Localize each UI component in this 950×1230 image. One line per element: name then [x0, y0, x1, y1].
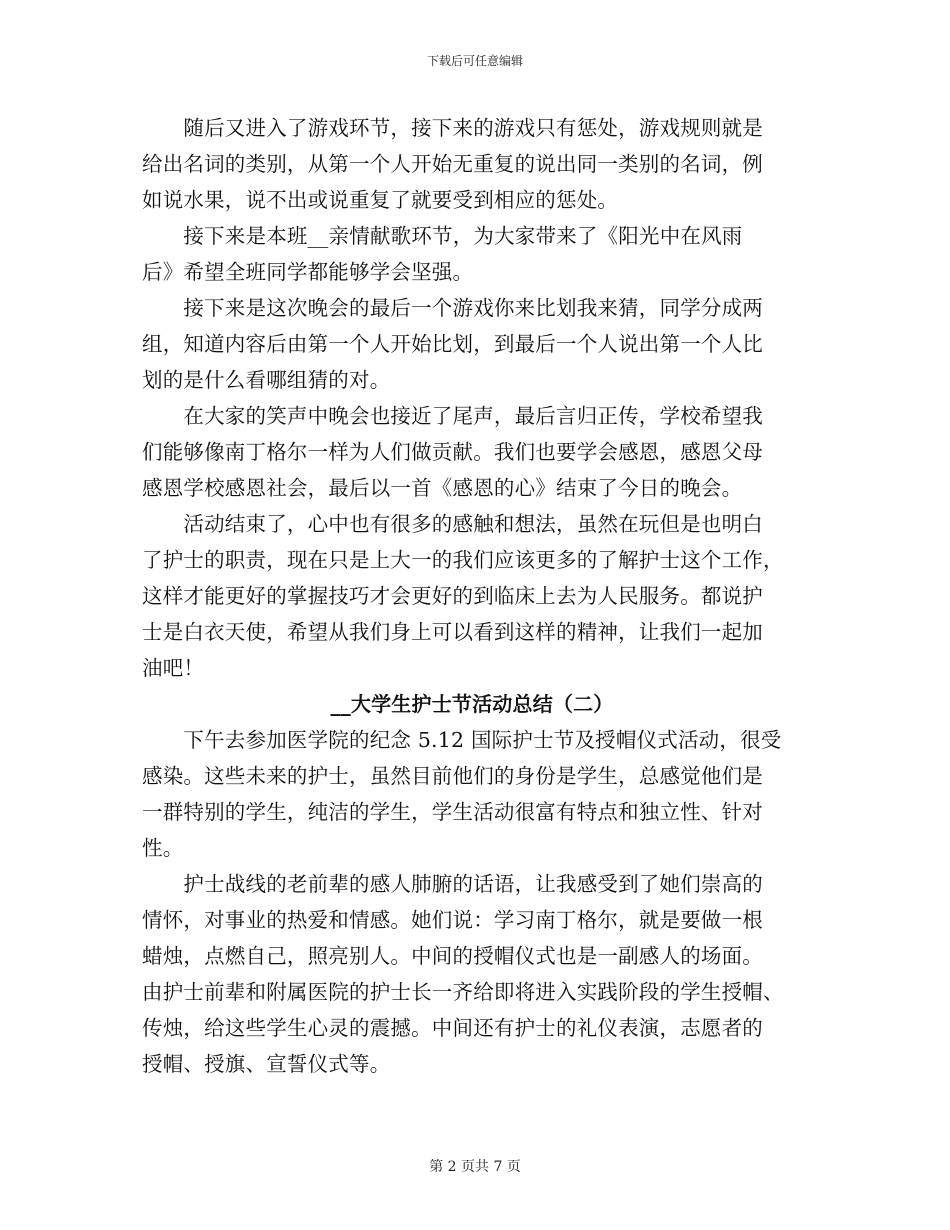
text-line: 在大家的笑声中晚会也接近了尾声，最后言归正传，学校希望我 [142, 404, 763, 428]
text-line: 接下来是这次晚会的最后一个游戏你来比划我来猜，同学分成两 [142, 296, 763, 320]
document-body [142, 110, 802, 1082]
text-line: 下午去参加医学院的纪念 5.12 国际护士节及授帽仪式活动，很受 [142, 728, 782, 752]
section-heading: __大学生护士节活动总结（二） [330, 692, 614, 716]
text-line: 活动结束了，心中也有很多的感触和想法，虽然在玩但是也明白 [142, 512, 763, 536]
text-line: 了护士的职责，现在只是上大一的我们应该更多的了解护士这个工作， [142, 548, 784, 572]
text-line: 接下来是本班__亲情献歌环节，为大家带来了《阳光中在风雨 [142, 224, 743, 248]
page-number-footer: 第 2 页共 7 页 [429, 1159, 521, 1175]
text-line: 蜡烛，点燃自己，照亮别人。中间的授帽仪式也是一副感人的场面。 [142, 944, 763, 968]
text-line: 传烛，给这些学生心灵的震撼。中间还有护士的礼仪表演，志愿者的 [142, 1016, 763, 1040]
text-line: 划的是什么看哪组猜的对。 [142, 368, 391, 392]
text-line: 一群特别的学生，纯洁的学生，学生活动很富有特点和独立性、针对 [142, 800, 763, 824]
text-line: 们能够像南丁格尔一样为人们做贡献。我们也要学会感恩，感恩父母 [142, 440, 763, 464]
text-line: 士是白衣天使，希望从我们身上可以看到这样的精神，让我们一起加 [142, 620, 763, 644]
text-line: 授帽、授旗、宣誓仪式等。 [142, 1052, 391, 1076]
text-line: 随后又进入了游戏环节，接下来的游戏只有惩处，游戏规则就是 [142, 116, 763, 140]
text-line: 由护士前辈和附属医院的护士长一齐给即将进入实践阶段的学生授帽、 [142, 980, 784, 1004]
text-line: 油吧！ [142, 656, 205, 680]
text-line: 感染。这些未来的护士，虽然目前他们的身份是学生，总感觉他们是 [142, 764, 763, 788]
text-line: 感恩学校感恩社会，最后以一首《感恩的心》结束了今日的晚会。 [142, 476, 743, 500]
text-line: 组，知道内容后由第一个人开始比划，到最后一个人说出第一个人比 [142, 332, 763, 356]
text-line: 给出名词的类别，从第一个人开始无重复的说出同一类别的名词，例 [142, 152, 763, 176]
text-line: 这样才能更好的掌握技巧才会更好的到临床上去为人民服务。都说护 [142, 584, 763, 608]
page-header: 下载后可任意编辑 [426, 54, 523, 68]
text-line: 性。 [142, 836, 184, 860]
text-line: 情怀，对事业的热爱和情感。她们说：学习南丁格尔，就是要做一根 [142, 908, 763, 932]
text-line: 后》希望全班同学都能够学会坚强。 [142, 260, 474, 284]
text-line: 护士战线的老前辈的感人肺腑的话语，让我感受到了她们崇高的 [142, 872, 763, 896]
text-line: 如说水果，说不出或说重复了就要受到相应的惩处。 [142, 188, 619, 212]
